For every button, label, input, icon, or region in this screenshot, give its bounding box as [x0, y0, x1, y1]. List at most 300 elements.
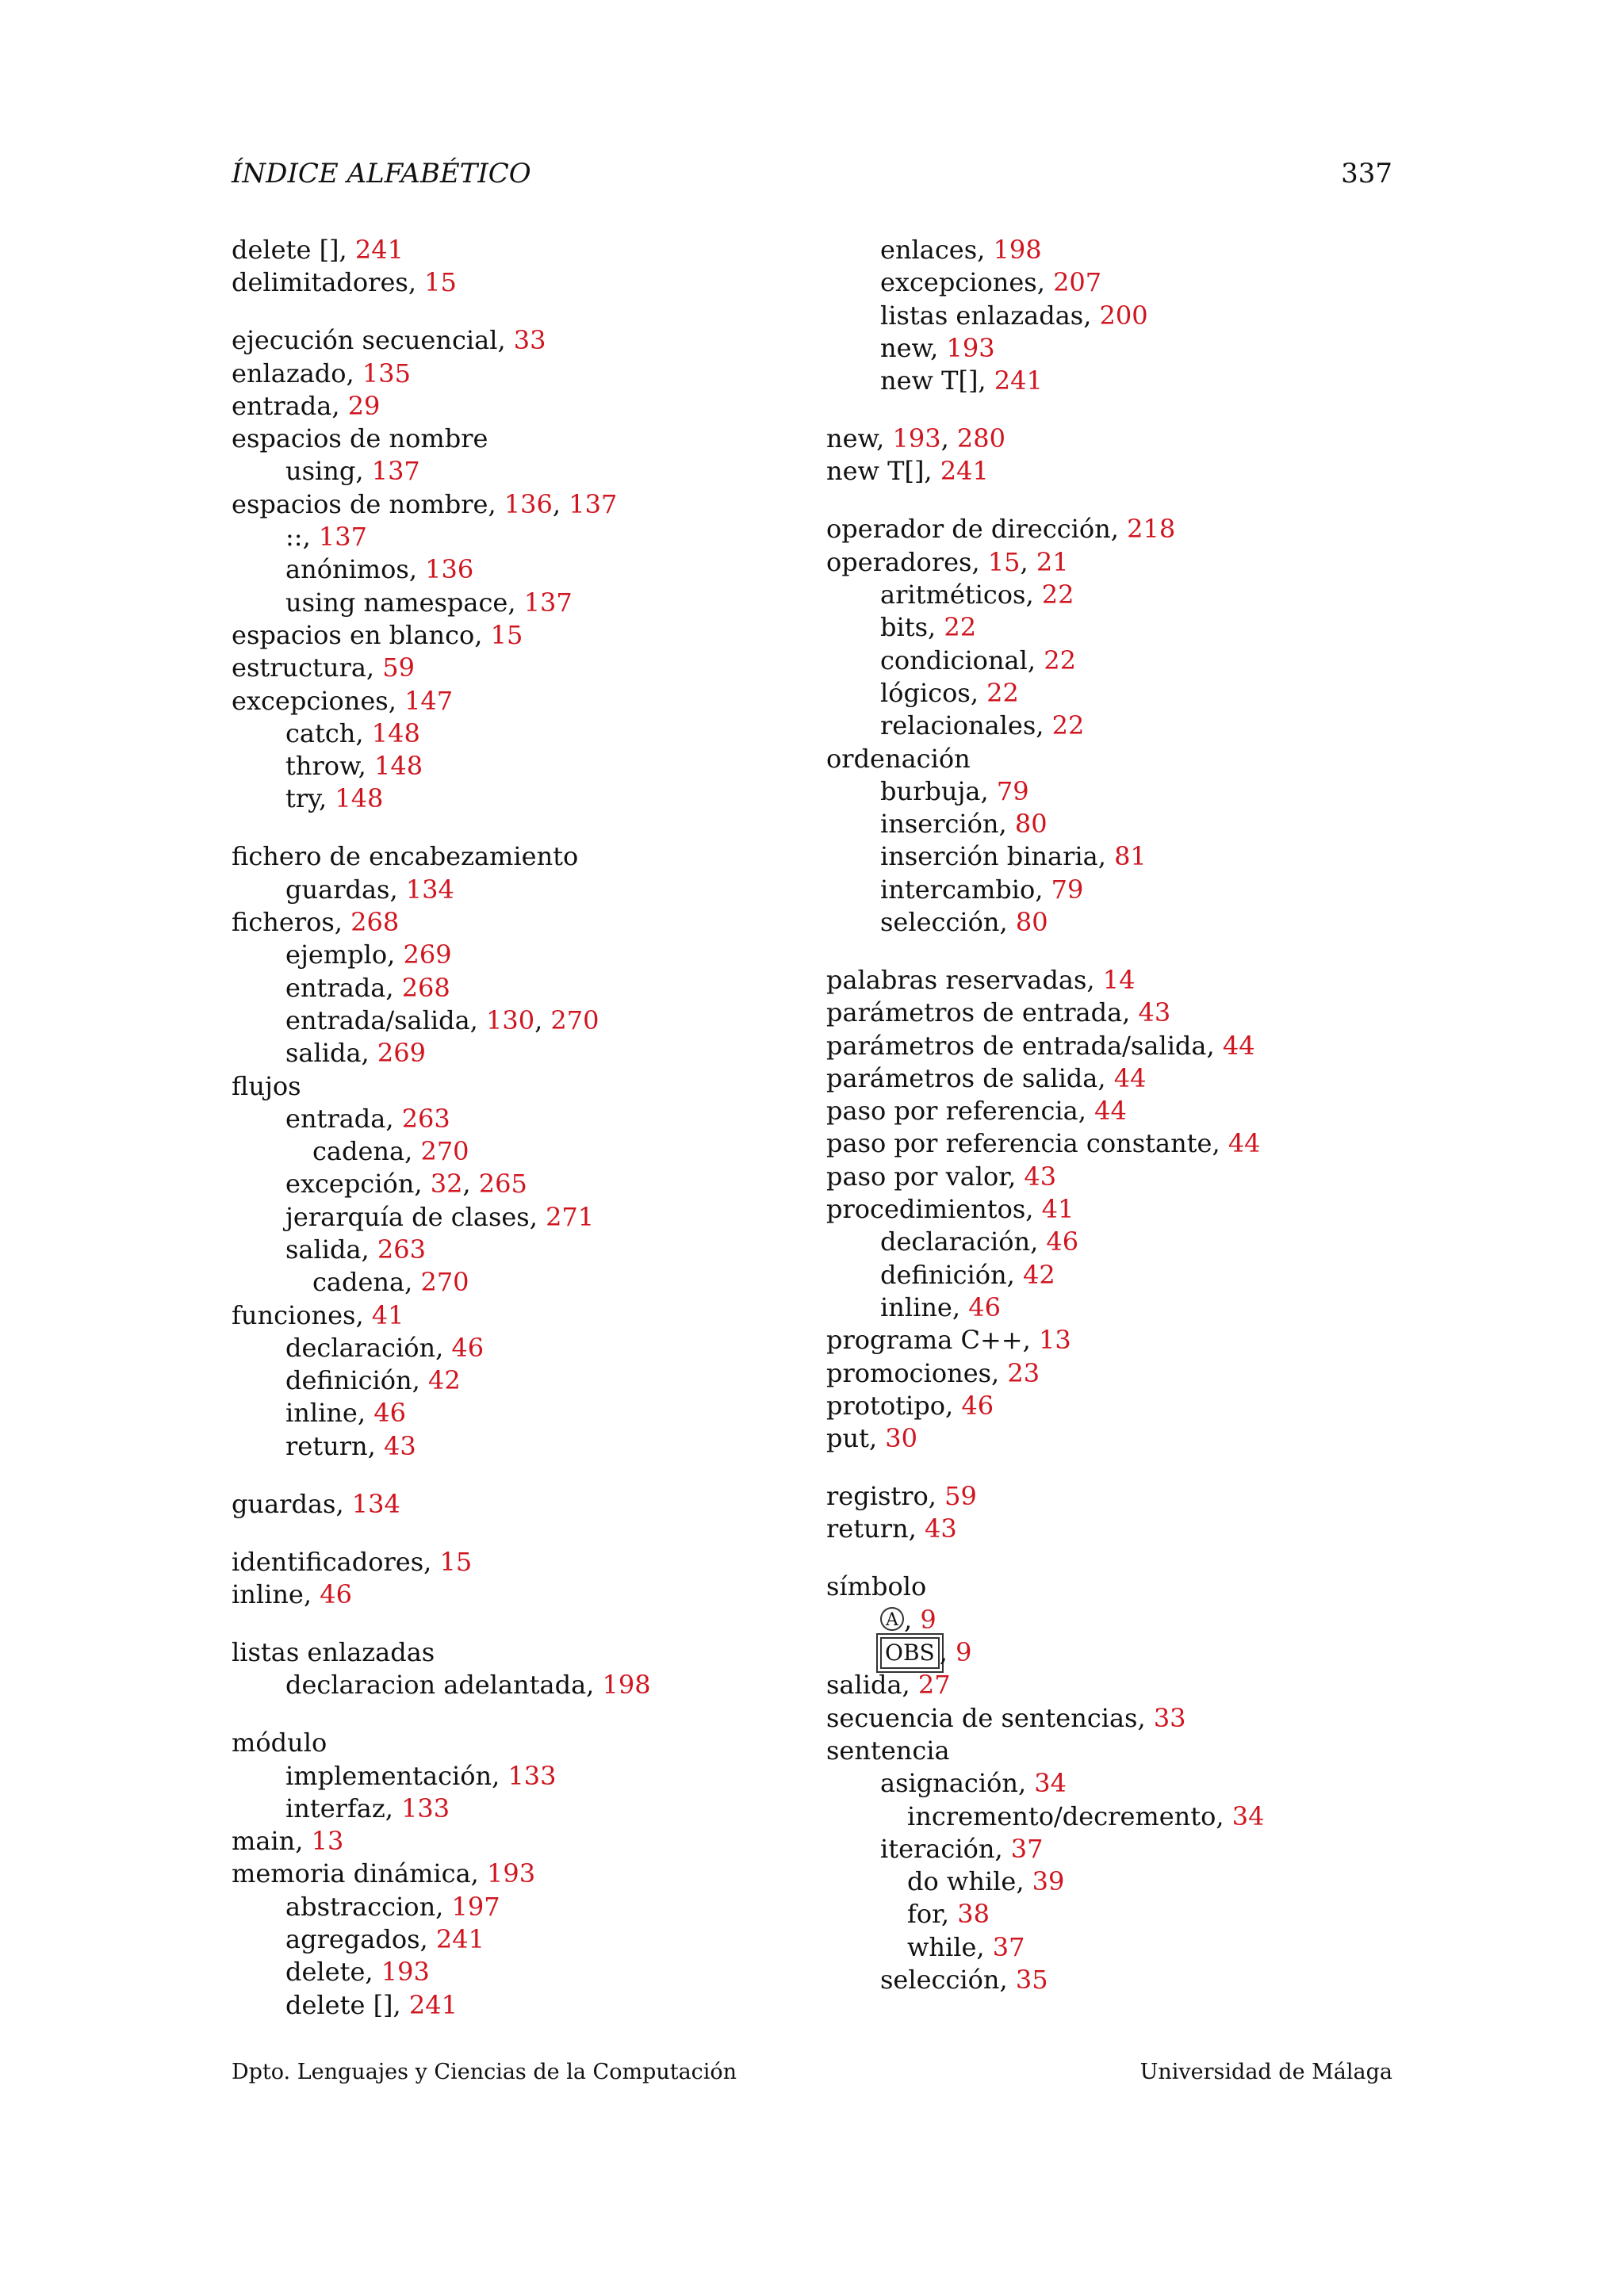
page-reference-link[interactable]: 133	[401, 1793, 450, 1823]
page-reference-link[interactable]: 34	[1231, 1800, 1265, 1831]
page-reference-link[interactable]: 137	[318, 522, 367, 553]
page-reference-link[interactable]: 15	[987, 546, 1021, 577]
index-entry: palabras reservadas, 14	[826, 965, 1136, 995]
page-reference-link[interactable]: 44	[1228, 1128, 1261, 1159]
index-group-gap	[826, 1455, 1429, 1480]
index-subentry: relacionales, 22	[880, 710, 1085, 741]
page-reference-link[interactable]: 14	[1102, 965, 1136, 995]
index-term: new T[]	[880, 365, 979, 396]
page-reference-link[interactable]: 80	[1014, 809, 1048, 840]
page-reference-link[interactable]: 269	[403, 939, 452, 970]
page-reference-link[interactable]: 218	[1127, 514, 1176, 545]
index-subentry: new T[], 241	[880, 365, 1043, 396]
index-term: catch	[285, 718, 356, 748]
index-group-gap	[232, 1521, 834, 1546]
index-term: delete []	[232, 235, 339, 265]
page-reference-link[interactable]: 263	[401, 1103, 450, 1134]
index-term: bits	[880, 612, 928, 643]
page-reference-link[interactable]: 79	[1051, 874, 1084, 905]
boxed-obs-symbol: OBS	[880, 1637, 940, 1669]
page-reference-link[interactable]: 13	[1038, 1325, 1071, 1356]
page-reference-link[interactable]: 38	[957, 1899, 990, 1930]
index-group-gap	[826, 397, 1429, 423]
page-reference-link[interactable]: 241	[994, 365, 1043, 396]
index-group-gap	[232, 1702, 834, 1728]
index-entry: delete [], 241	[232, 235, 404, 265]
index-term: iteración	[880, 1833, 995, 1864]
page-reference-link[interactable]: 133	[508, 1760, 557, 1791]
index-subentry: delete [], 241	[285, 1989, 458, 2020]
index-entry: procedimientos, 41	[826, 1194, 1074, 1225]
page-reference-link[interactable]: 198	[993, 235, 1042, 265]
index-term: inline	[232, 1579, 304, 1610]
index-subentry: listas enlazadas, 200	[880, 300, 1148, 331]
index-entry	[232, 1070, 834, 1103]
index-term: try	[285, 783, 319, 814]
index-subentry: enlaces, 198	[880, 235, 1042, 265]
page-reference-link[interactable]: 268	[401, 972, 450, 1003]
page-reference-link[interactable]: 46	[320, 1579, 352, 1610]
index-term: inline	[880, 1292, 952, 1322]
index-term: guardas	[285, 874, 390, 905]
index-subentry: declaración, 46	[880, 1226, 1079, 1257]
page-reference-link[interactable]: 33	[513, 325, 546, 356]
page-reference-link[interactable]: 271	[546, 1201, 595, 1232]
index-entry: memoria dinámica, 193	[232, 1858, 536, 1889]
index-term: asignación	[880, 1768, 1018, 1799]
index-entry	[826, 1571, 1429, 1603]
index-term: return	[826, 1513, 909, 1544]
index-entry: excepciones, 147	[232, 685, 454, 716]
index-entry: return, 43	[826, 1513, 957, 1544]
index-term: excepciones	[232, 685, 389, 716]
page-reference-link[interactable]: 270	[420, 1136, 469, 1167]
index-subentry: lógicos, 22	[880, 677, 1019, 708]
index-term: return	[285, 1430, 368, 1461]
index-subentry: inserción binaria, 81	[880, 841, 1147, 872]
index-term: intercambio	[880, 874, 1036, 905]
index-subentry: agregados, 241	[285, 1924, 485, 1955]
index-term: enlaces	[880, 235, 978, 265]
index-term: listas enlazadas	[880, 300, 1084, 331]
index-entry: operadores, 15, 21	[826, 546, 1069, 577]
index-subentry: definición, 42	[285, 1365, 461, 1396]
index-entry: programa C++, 13	[826, 1325, 1071, 1356]
index-subentry: ejemplo, 269	[285, 939, 452, 970]
index-subentry: entrada, 268	[285, 972, 450, 1003]
page-reference-link[interactable]: 42	[427, 1365, 461, 1396]
index-term: parámetros de entrada/salida	[826, 1030, 1207, 1061]
index-term: listas enlazadas	[232, 1637, 435, 1668]
index-entry	[232, 423, 834, 455]
index-subentry: excepción, 32, 265	[285, 1169, 527, 1200]
index-entry: inline, 46	[232, 1579, 352, 1610]
index-term: ::	[285, 522, 303, 553]
index-subentry: guardas, 134	[285, 874, 454, 905]
index-subentry: aritméticos, 22	[880, 580, 1074, 610]
index-term: espacios de nombre	[232, 488, 488, 519]
index-term: ejecución secuencial	[232, 325, 498, 356]
index-term: símbolo	[826, 1571, 927, 1602]
index-term: prototipo	[826, 1390, 946, 1421]
page-reference-link[interactable]: 148	[335, 783, 384, 814]
index-subentry: A , 9	[826, 1604, 1429, 1636]
page-reference-link[interactable]: 37	[1010, 1833, 1044, 1864]
page-reference-link[interactable]: 41	[371, 1299, 404, 1330]
page-reference-link[interactable]: 33	[1153, 1702, 1186, 1733]
page-reference-link[interactable]: 270	[420, 1267, 469, 1298]
index-term: salida	[285, 1038, 362, 1069]
index-entry: estructura, 59	[232, 652, 415, 683]
index-group-gap	[232, 300, 834, 325]
index-term: sentencia	[826, 1735, 950, 1766]
page-reference-link[interactable]: 46	[373, 1398, 406, 1429]
index-term: new	[826, 423, 877, 454]
index-term: fichero de encabezamiento	[232, 841, 579, 872]
page-reference-link[interactable]: 29	[347, 390, 381, 421]
index-subentry: while, 37	[907, 1931, 1025, 1962]
page-reference-link[interactable]: 198	[602, 1670, 651, 1701]
index-entry: funciones, 41	[232, 1299, 404, 1330]
page-reference-link[interactable]: 137	[569, 488, 618, 519]
page-reference-link[interactable]: 22	[944, 612, 977, 643]
page-reference-link[interactable]: 44	[1113, 1062, 1147, 1093]
page-reference-link[interactable]: 59	[944, 1481, 977, 1512]
index-entry	[232, 1636, 834, 1669]
page-reference-link[interactable]: 241	[354, 235, 404, 265]
index-term: selección	[880, 1964, 1000, 1995]
page-reference-link[interactable]: 268	[350, 907, 400, 938]
index-subentry: asignación, 34	[880, 1768, 1067, 1799]
page-reference-link[interactable]: 41	[1041, 1194, 1074, 1225]
index-term: entrada	[285, 1103, 386, 1134]
index-subentry: OBS , 9	[826, 1636, 1429, 1669]
index-subentry: using, 137	[285, 456, 420, 487]
index-entry: salida, 27	[826, 1670, 951, 1701]
index-term: promociones	[826, 1357, 992, 1388]
page-reference-link[interactable]: 79	[996, 775, 1029, 806]
index-term: entrada	[285, 972, 386, 1003]
index-entry: parámetros de salida, 44	[826, 1062, 1147, 1093]
page-reference-link[interactable]: 22	[1044, 645, 1076, 675]
index-term: paso por referencia constante	[826, 1128, 1212, 1159]
index-term: lógicos	[880, 677, 971, 708]
index-subentry: abstraccion, 197	[285, 1891, 500, 1922]
index-subentry: condicional, 22	[880, 645, 1076, 675]
page-reference-link[interactable]: 148	[373, 751, 423, 782]
index-term: estructura	[232, 652, 366, 683]
index-subentry: new, 193	[880, 332, 995, 363]
index-subentry: definición, 42	[880, 1259, 1055, 1290]
index-term: abstraccion	[285, 1891, 436, 1922]
index-term: definición	[880, 1259, 1007, 1290]
index-group-gap	[826, 488, 1429, 514]
index-subentry: burbuja, 79	[880, 775, 1029, 806]
index-entry: parámetros de entrada, 43	[826, 997, 1171, 1028]
page-reference-link[interactable]: 30	[885, 1423, 918, 1454]
page-reference-link[interactable]: 22	[1041, 580, 1074, 610]
index-group-gap	[232, 816, 834, 841]
page-reference-link[interactable]: 46	[451, 1332, 485, 1363]
page-reference-link[interactable]: 15	[424, 267, 457, 298]
index-term: ejemplo	[285, 939, 388, 970]
page-reference-link[interactable]: 21	[1036, 546, 1069, 577]
index-term: salida	[826, 1670, 902, 1701]
page-reference-link[interactable]: 43	[924, 1513, 957, 1544]
index-entry: espacios en blanco, 15	[232, 619, 523, 650]
page-reference-link[interactable]: 193	[381, 1957, 430, 1988]
index-term: inline	[285, 1398, 358, 1429]
index-term: identificadores	[232, 1546, 424, 1577]
index-term: parámetros de entrada	[826, 997, 1123, 1028]
index-term: inserción	[880, 809, 999, 840]
index-entry: ficheros, 268	[232, 907, 400, 938]
index-term: relacionales	[880, 710, 1036, 741]
page-reference-link[interactable]: 44	[1222, 1030, 1255, 1061]
index-term: burbuja	[880, 775, 981, 806]
index-term: memoria dinámica	[232, 1858, 471, 1889]
index-term: new	[880, 332, 931, 363]
index-term: secuencia de sentencias	[826, 1702, 1138, 1733]
index-term: declaración	[285, 1332, 436, 1363]
index-column-right	[826, 234, 1429, 1996]
index-term: programa C++	[826, 1325, 1023, 1356]
index-entry: new, 193, 280	[826, 423, 1005, 454]
index-subentry: anónimos, 136	[285, 554, 474, 585]
index-term: paso por referencia	[826, 1096, 1078, 1127]
index-entry: promociones, 23	[826, 1357, 1040, 1388]
page-reference-link[interactable]: 193	[946, 332, 995, 363]
index-entry	[232, 1727, 834, 1759]
index-term: operadores	[826, 546, 972, 577]
page-reference-link[interactable]: 9	[956, 1637, 972, 1668]
index-term: palabras reservadas	[826, 965, 1087, 995]
index-entry: delimitadores, 15	[232, 267, 457, 298]
page-reference-link[interactable]: 137	[371, 456, 420, 487]
index-subentry: bits, 22	[880, 612, 977, 643]
index-subentry: declaración, 46	[285, 1332, 485, 1363]
page-reference-link[interactable]: 59	[382, 652, 415, 683]
index-column-left	[232, 234, 834, 2022]
index-entry: paso por referencia constante, 44	[826, 1128, 1261, 1159]
index-entry	[826, 1735, 1429, 1767]
page-reference-link[interactable]: 241	[940, 456, 989, 487]
index-term: operador de dirección	[826, 514, 1111, 545]
index-subentry: salida, 263	[285, 1234, 426, 1265]
index-subentry: ::, 137	[285, 522, 367, 553]
page-reference-link[interactable]: 46	[961, 1390, 994, 1421]
index-subentry: salida, 269	[285, 1038, 426, 1069]
index-entry	[232, 840, 834, 873]
index-entry: put, 30	[826, 1423, 918, 1454]
page-reference-link[interactable]: 265	[478, 1169, 527, 1200]
index-subentry: inserción, 80	[880, 809, 1048, 840]
page-reference-link[interactable]: 241	[408, 1989, 458, 2020]
index-entry: entrada, 29	[232, 390, 381, 421]
index-subentry: delete, 193	[285, 1957, 430, 1988]
index-term: parámetros de salida	[826, 1062, 1098, 1093]
index-entry: paso por referencia, 44	[826, 1096, 1127, 1127]
index-term: implementación	[285, 1760, 492, 1791]
page-reference-link[interactable]: 241	[435, 1924, 485, 1955]
footer-university: Universidad de Málaga	[1139, 2060, 1392, 2084]
page-reference-link[interactable]: 270	[550, 1004, 599, 1035]
page-reference-link[interactable]: 135	[362, 358, 411, 388]
page-reference-link[interactable]: 22	[1051, 710, 1085, 741]
index-subentry: for, 38	[907, 1899, 990, 1930]
page-reference-link[interactable]: 35	[1015, 1964, 1048, 1995]
index-group-gap	[232, 1463, 834, 1488]
index-subentry: iteración, 37	[880, 1833, 1044, 1864]
page-reference-link[interactable]: 148	[371, 718, 420, 748]
index-entry: identificadores, 15	[232, 1546, 473, 1577]
page-reference-link[interactable]: 42	[1022, 1259, 1055, 1290]
index-term: declaracion adelantada	[285, 1670, 587, 1701]
index-entry: guardas, 134	[232, 1488, 400, 1519]
index-entry: enlazado, 135	[232, 358, 411, 388]
index-subentry: incremento/decremento, 34	[907, 1800, 1265, 1831]
page-reference-link[interactable]: 80	[1015, 907, 1048, 938]
page-reference-link[interactable]: 15	[439, 1546, 473, 1577]
index-term: selección	[880, 907, 1000, 938]
page-reference-link[interactable]: 13	[311, 1826, 344, 1857]
index-term: put	[826, 1423, 869, 1454]
index-subentry: jerarquía de clases, 271	[285, 1201, 595, 1232]
index-term: excepciones	[880, 267, 1037, 298]
index-term: incremento/decremento	[907, 1800, 1216, 1831]
page-reference-link[interactable]: 136	[425, 554, 474, 585]
index-entry: prototipo, 46	[826, 1390, 994, 1421]
page-reference-link[interactable]: 147	[404, 685, 454, 716]
page-reference-link[interactable]: 46	[1046, 1226, 1079, 1257]
footer-department: Dpto. Lenguajes y Ciencias de la Computación	[232, 2060, 737, 2084]
page-reference-link[interactable]: 197	[451, 1891, 500, 1922]
index-term: procedimientos	[826, 1194, 1026, 1225]
page-reference-link[interactable]: 280	[956, 423, 1005, 454]
index-term: paso por valor	[826, 1161, 1009, 1192]
index-entry: parámetros de entrada/salida, 44	[826, 1030, 1255, 1061]
index-term: ficheros	[232, 907, 335, 938]
index-term: delimitadores	[232, 267, 408, 298]
page-number: 337	[1341, 158, 1392, 189]
index-entry: espacios de nombre, 136, 137	[232, 488, 618, 519]
index-subentry: selección, 80	[880, 907, 1048, 938]
index-subentry: intercambio, 79	[880, 874, 1084, 905]
index-subentry: cadena, 270	[312, 1136, 469, 1167]
index-term: espacios de nombre	[232, 423, 488, 454]
page-reference-link[interactable]: 23	[1007, 1357, 1040, 1388]
page-reference-link[interactable]: 43	[383, 1430, 416, 1461]
index-term: inserción binaria	[880, 841, 1098, 872]
page-reference-link[interactable]: 34	[1034, 1768, 1067, 1799]
index-term: delete	[285, 1957, 366, 1988]
index-term: agregados	[285, 1924, 420, 1955]
index-term: cadena	[312, 1267, 405, 1298]
index-subentry: catch, 148	[285, 718, 420, 748]
index-subentry: excepciones, 207	[880, 267, 1102, 298]
index-term: excepción	[285, 1169, 415, 1200]
page-reference-link[interactable]: 15	[490, 619, 523, 650]
index-term: jerarquía de clases	[285, 1201, 530, 1232]
index-subentry: inline, 46	[285, 1398, 406, 1429]
page-reference-link[interactable]: 43	[1024, 1161, 1057, 1192]
index-term: delete []	[285, 1989, 393, 2020]
index-entry	[826, 743, 1429, 775]
index-term: do while	[907, 1866, 1017, 1897]
index-subentry: try, 148	[285, 783, 384, 814]
index-term: entrada	[232, 390, 332, 421]
index-term: using namespace	[285, 587, 508, 618]
page-reference-link[interactable]: 22	[986, 677, 1019, 708]
index-subentry: using namespace, 137	[285, 587, 573, 618]
index-term: cadena	[312, 1136, 405, 1167]
page-reference-link[interactable]: 9	[920, 1604, 936, 1635]
index-term: flujos	[232, 1070, 301, 1101]
page-reference-link[interactable]: 200	[1099, 300, 1148, 331]
index-term: new T[]	[826, 456, 925, 487]
index-subentry: entrada, 263	[285, 1103, 450, 1134]
index-subentry: do while, 39	[907, 1866, 1065, 1897]
index-group-gap	[232, 1611, 834, 1636]
page-reference-link[interactable]: 207	[1053, 267, 1102, 298]
page-reference-link[interactable]: 43	[1138, 997, 1171, 1028]
page-reference-link[interactable]: 193	[892, 423, 941, 454]
index-term: aritméticos	[880, 580, 1026, 610]
index-term: salida	[285, 1234, 362, 1265]
page-reference-link[interactable]: 134	[405, 874, 454, 905]
circled-a-symbol: A	[880, 1607, 904, 1631]
index-term: anónimos	[285, 554, 409, 585]
index-term: guardas	[232, 1488, 336, 1519]
index-entry: ejecución secuencial, 33	[232, 325, 546, 356]
page-reference-link[interactable]: 136	[504, 488, 553, 519]
page-reference-link[interactable]: 27	[917, 1670, 951, 1701]
page-reference-link[interactable]: 44	[1094, 1096, 1127, 1127]
index-term: throw	[285, 751, 358, 782]
page-reference-link[interactable]: 137	[523, 587, 573, 618]
page-reference-link[interactable]: 81	[1114, 841, 1147, 872]
index-subentry: inline, 46	[880, 1292, 1001, 1322]
page-reference-link[interactable]: 39	[1032, 1866, 1065, 1897]
page-reference-link[interactable]: 134	[351, 1488, 400, 1519]
index-entry: registro, 59	[826, 1481, 977, 1512]
page-reference-link[interactable]: 32	[430, 1169, 463, 1200]
page-reference-link[interactable]: 46	[968, 1292, 1001, 1322]
index-subentry: selección, 35	[880, 1964, 1048, 1995]
index-term: funciones	[232, 1299, 356, 1330]
index-entry: main, 13	[232, 1826, 344, 1857]
index-group-gap	[826, 1546, 1429, 1571]
index-term: definición	[285, 1365, 412, 1396]
index-subentry: throw, 148	[285, 751, 423, 782]
index-entry: new T[], 241	[826, 456, 989, 487]
page-reference-link[interactable]: 37	[992, 1931, 1025, 1962]
index-subentry: declaracion adelantada, 198	[285, 1670, 651, 1701]
index-term: espacios en blanco	[232, 619, 475, 650]
page-reference-link[interactable]: 269	[377, 1038, 426, 1069]
index-subentry: return, 43	[285, 1430, 416, 1461]
index-term: enlazado	[232, 358, 347, 388]
page-reference-link[interactable]: 193	[487, 1858, 536, 1889]
index-term: declaración	[880, 1226, 1031, 1257]
page-reference-link[interactable]: 263	[377, 1234, 426, 1265]
index-term: main	[232, 1826, 296, 1857]
index-term: condicional	[880, 645, 1028, 675]
index-group-gap	[826, 939, 1429, 964]
index-term: interfaz	[285, 1793, 385, 1823]
page-reference-link[interactable]: 130	[486, 1004, 535, 1035]
index-term: registro	[826, 1481, 929, 1512]
